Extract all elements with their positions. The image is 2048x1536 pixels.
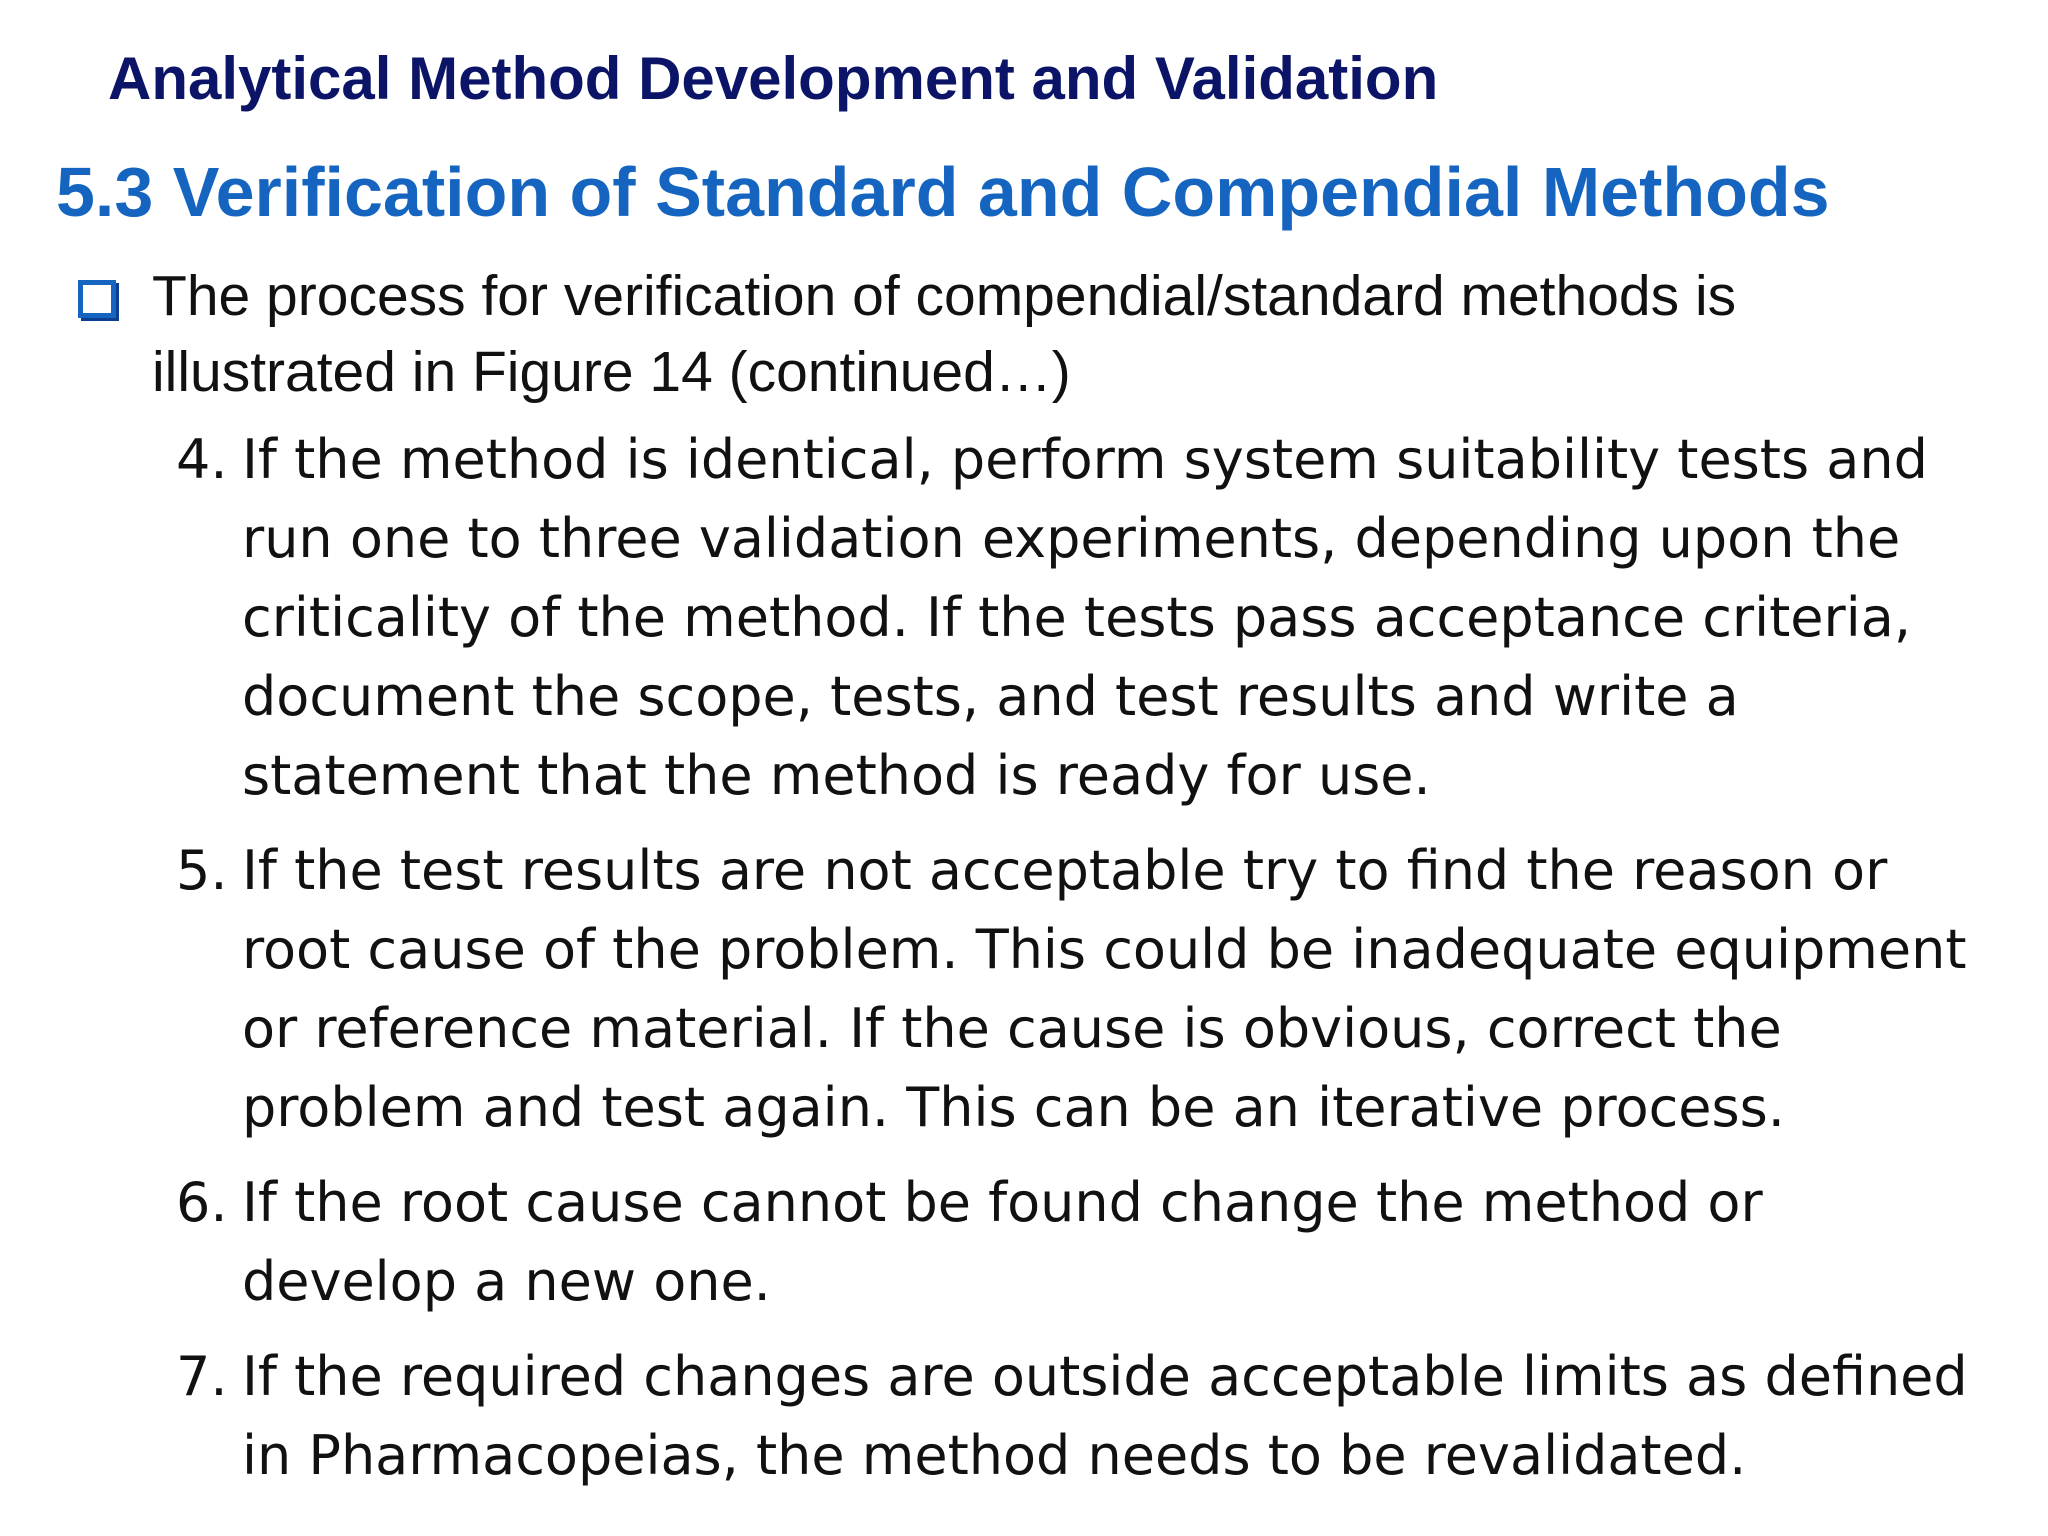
section-title: 5.3 Verification of Standard and Compendial Methods: [56, 153, 1830, 231]
header-title: Analytical Method Development and Validation: [108, 45, 1439, 112]
step-number: 4.: [176, 428, 228, 491]
square-bullet-icon: [78, 280, 116, 318]
step-number: 6.: [176, 1171, 228, 1234]
step-item: [176, 1163, 1976, 1321]
step-text: If the root cause cannot be found change the method or develop a new one.: [242, 1171, 1763, 1313]
step-text: If the method is identical, perform system suitability tests and run one to three validation experiments, depending upon the criticality of the method. If the tests pass acceptance criteria, document the scope, tests, and test results and write a statement that the method is ready for use.: [242, 428, 1928, 807]
step-text: If the required changes are outside acceptable limits as defined in Pharmacopeias, the method needs to be revalidated.: [242, 1345, 1968, 1487]
step-item: [176, 831, 1976, 1147]
step-item: [176, 420, 1976, 815]
bullet-text: The process for verification of compendial/standard methods is illustrated in Figure 14 (continued…): [152, 264, 1737, 404]
step-number: 7.: [176, 1345, 228, 1408]
step-number: 5.: [176, 839, 228, 902]
bullet-item: [74, 258, 1954, 410]
steps-list: [176, 420, 1976, 1511]
step-text: If the test results are not acceptable try to find the reason or root cause of the problem. This could be inadequate equipment or reference material. If the cause is obvious, correct the problem and test again. This can be an iterative process.: [242, 839, 1967, 1139]
step-item: [176, 1337, 1976, 1495]
